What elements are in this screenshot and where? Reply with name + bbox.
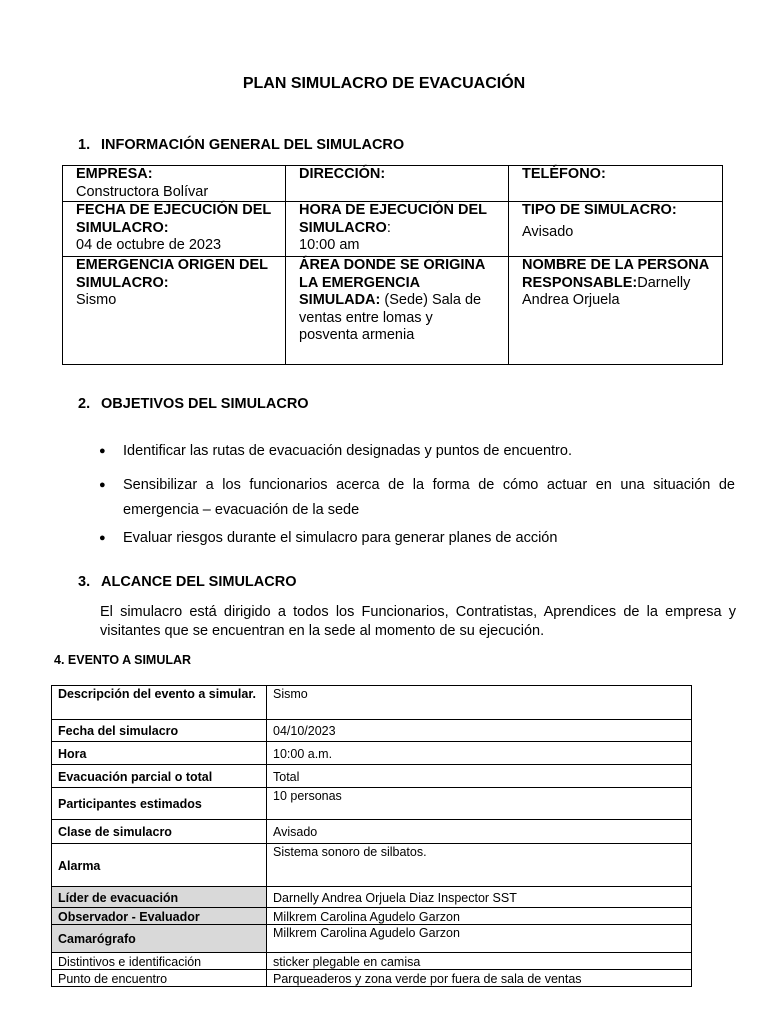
event-label: Clase de simulacro (52, 820, 267, 844)
objective-text: Sensibilizar a los funcionarios acerca de la forma de cómo actuar en una situación de emergencia – evacuación de la sede (123, 477, 735, 518)
table-row (52, 788, 692, 820)
list-item (98, 439, 735, 464)
empresa-label: EMPRESA: (76, 166, 153, 182)
event-value: Sismo (267, 686, 692, 720)
event-label: Evacuación parcial o total (52, 765, 267, 788)
table-row (52, 908, 692, 925)
section-2-heading (78, 396, 309, 412)
table-row (52, 887, 692, 908)
responsable-label: NOMBRE DE LA PERSONA RESPONSABLE: (522, 257, 709, 291)
scope-paragraph: El simulacro está dirigido a todos los Funcionarios, Contratistas, Aprendices de la empresa y visitantes que se encuentran en la sede al momento de su ejecución. (100, 604, 736, 639)
direccion-label: DIRECCIÓN: (299, 166, 386, 182)
section-4-heading: 4. EVENTO A SIMULAR (54, 653, 192, 667)
fecha-cell (63, 202, 286, 257)
list-item (98, 473, 735, 523)
event-label: Fecha del simulacro (52, 720, 267, 742)
objective-text: Identificar las rutas de evacuación designadas y puntos de encuentro. (123, 443, 572, 459)
empresa-cell (63, 166, 286, 202)
section-2-title: OBJETIVOS DEL SIMULACRO (101, 396, 309, 412)
table-row (63, 202, 723, 257)
bullet-icon: ● (99, 532, 106, 544)
table-row (63, 257, 723, 365)
event-label: Observador - Evaluador (52, 908, 267, 925)
event-value: Darnelly Andrea Orjuela Diaz Inspector SST (267, 887, 692, 908)
document-title: PLAN SIMULACRO DE EVACUACIÓN (242, 75, 526, 92)
event-value: Total (267, 765, 692, 788)
objectives-list (98, 526, 735, 551)
responsable-cell (509, 257, 723, 365)
section-1-heading (78, 137, 404, 153)
list-item (98, 526, 735, 551)
objective-text: Evaluar riesgos durante el simulacro para generar planes de acción (123, 530, 558, 546)
event-label: Punto de encuentro (52, 970, 267, 987)
area-value: (Sede) Sala de ventas entre lomas y posventa armenia (299, 292, 482, 343)
empresa-value: Constructora Bolívar (76, 183, 209, 200)
tipo-value: Avisado (522, 223, 574, 240)
emergencia-label: EMERGENCIA ORIGEN DEL SIMULACRO: (76, 257, 268, 291)
fecha-value: 04 de octubre de 2023 (76, 237, 222, 253)
table-row (52, 970, 692, 987)
section-3-title: ALCANCE DEL SIMULACRO (101, 574, 297, 590)
hora-colon: : (386, 219, 391, 236)
event-label: Hora (52, 742, 267, 765)
direccion-cell (286, 166, 509, 202)
event-value: Parqueaderos y zona verde por fuera de sala de ventas (267, 970, 692, 987)
area-label: ÁREA DONDE SE ORIGINA LA EMERGENCIA SIMULADA: (299, 257, 485, 308)
table-row (52, 720, 692, 742)
table-row (52, 686, 692, 720)
event-label: Alarma (52, 844, 267, 887)
hora-label: HORA DE EJECUCIÓN DEL SIMULACRO (299, 202, 487, 236)
event-value: Milkrem Carolina Agudelo Garzon (267, 908, 692, 925)
objectives-list (98, 473, 735, 523)
section-3-number: 3. (78, 574, 91, 590)
event-value: sticker plegable en camisa (267, 953, 692, 970)
general-info-table (62, 165, 723, 365)
hora-cell (286, 202, 509, 257)
event-label: Participantes estimados (52, 788, 267, 820)
table-row (52, 953, 692, 970)
fecha-label: FECHA DE EJECUCIÓN DEL SIMULACRO: (76, 202, 271, 236)
tipo-cell (509, 202, 723, 257)
table-row (52, 765, 692, 788)
table-row (63, 166, 723, 202)
event-table (51, 685, 692, 987)
section-2-number: 2. (78, 396, 91, 412)
emergencia-value: Sismo (76, 292, 117, 308)
table-row (52, 844, 692, 887)
table-row (52, 820, 692, 844)
tipo-label: TIPO DE SIMULACRO: (522, 202, 677, 218)
section-1-number: 1. (78, 137, 91, 153)
bullet-icon: ● (99, 479, 106, 491)
event-value: Sistema sonoro de silbatos. (267, 844, 692, 887)
event-label: Descripción del evento a simular. (52, 686, 267, 720)
event-value: Avisado (267, 820, 692, 844)
objectives-list (98, 439, 735, 464)
section-1-title: INFORMACIÓN GENERAL DEL SIMULACRO (101, 137, 405, 153)
area-cell (286, 257, 509, 365)
event-value: 10 personas (267, 788, 692, 820)
responsable-value: Darnelly Andrea Orjuela (522, 274, 691, 308)
telefono-cell (509, 166, 723, 202)
hora-value: 10:00 am (299, 237, 360, 253)
emergencia-cell (63, 257, 286, 365)
event-value: 10:00 a.m. (267, 742, 692, 765)
event-value: Milkrem Carolina Agudelo Garzon (267, 925, 692, 953)
telefono-label: TELÉFONO: (522, 166, 606, 182)
section-3-heading (78, 574, 296, 590)
table-row (52, 742, 692, 765)
table-row (52, 925, 692, 953)
event-label: Distintivos e identificación (52, 953, 267, 970)
event-value: 04/10/2023 (267, 720, 692, 742)
event-label: Líder de evacuación (52, 887, 267, 908)
event-label: Camarógrafo (52, 925, 267, 953)
bullet-icon: ● (99, 445, 106, 457)
